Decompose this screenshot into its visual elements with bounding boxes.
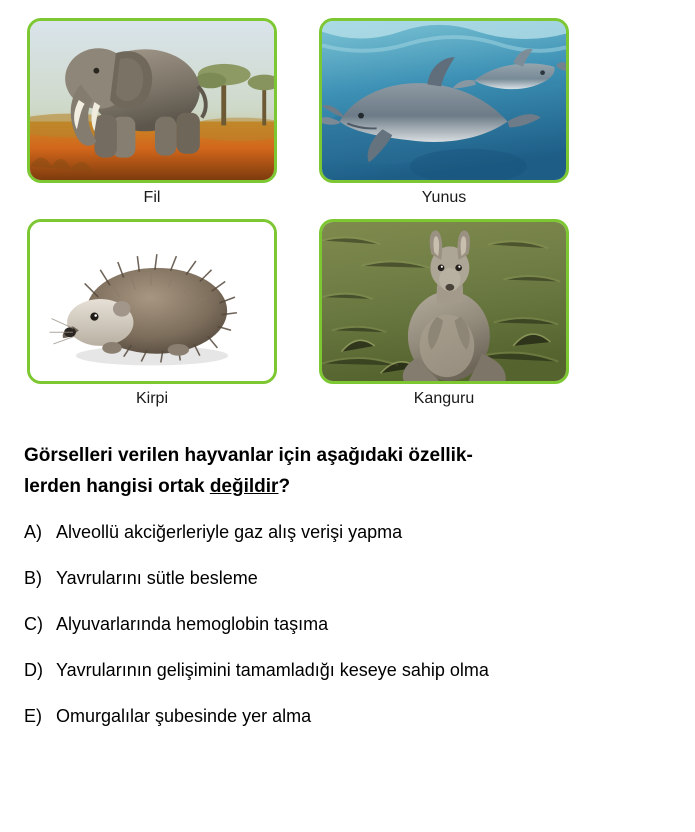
animal-caption-hedgehog: Kirpi xyxy=(135,390,168,407)
option-b[interactable] xyxy=(24,564,671,593)
option-a-text: Alveollü akciğerleriyle gaz alış verişi yapma xyxy=(56,522,403,542)
hedgehog-icon xyxy=(30,222,274,381)
animal-card-elephant xyxy=(27,18,277,213)
option-c-letter: C) xyxy=(24,614,43,634)
question-line-2-after: ? xyxy=(278,476,291,497)
option-e[interactable] xyxy=(24,702,671,731)
option-b-letter: B) xyxy=(24,568,42,588)
question-line-2 xyxy=(24,471,671,502)
elephant-image-frame xyxy=(27,18,277,183)
question-line-2-before: lerden hangisi ortak xyxy=(24,476,210,497)
option-d-text: Yavrularının gelişimini tamamladığı keseye sahip olma xyxy=(56,660,489,680)
animal-card-hedgehog xyxy=(27,219,277,414)
animal-card-kangaroo xyxy=(319,219,569,414)
dolphin-image-frame xyxy=(319,18,569,183)
option-b-text: Yavrularını sütle besleme xyxy=(56,568,258,588)
option-a[interactable] xyxy=(24,518,671,547)
animal-card-dolphin xyxy=(319,18,569,213)
kangaroo-image-frame xyxy=(319,219,569,384)
kangaroo-icon xyxy=(322,222,566,381)
option-d[interactable] xyxy=(24,656,671,685)
option-c-text: Alyuvarlarında hemoglobin taşıma xyxy=(56,614,329,634)
option-e-text: Omurgalılar şubesinde yer alma xyxy=(56,706,312,726)
hedgehog-image-frame xyxy=(27,219,277,384)
animal-caption-kangaroo: Kanguru xyxy=(413,390,475,407)
option-d-letter: D) xyxy=(24,660,43,680)
question-text xyxy=(24,440,671,502)
animal-caption-dolphin: Yunus xyxy=(421,189,467,206)
option-a-letter: A) xyxy=(24,522,42,542)
elephant-icon xyxy=(30,21,274,180)
dolphin-icon xyxy=(322,21,566,180)
animal-caption-elephant: Fil xyxy=(143,189,161,206)
question-emphasis: değildir xyxy=(209,476,279,497)
options-list xyxy=(24,518,671,731)
question-line-1: Görselleri verilen hayvanlar için aşağıdaki özellik- xyxy=(24,445,473,466)
animal-image-grid xyxy=(27,18,671,414)
option-c[interactable] xyxy=(24,610,671,639)
option-e-letter: E) xyxy=(24,706,42,726)
